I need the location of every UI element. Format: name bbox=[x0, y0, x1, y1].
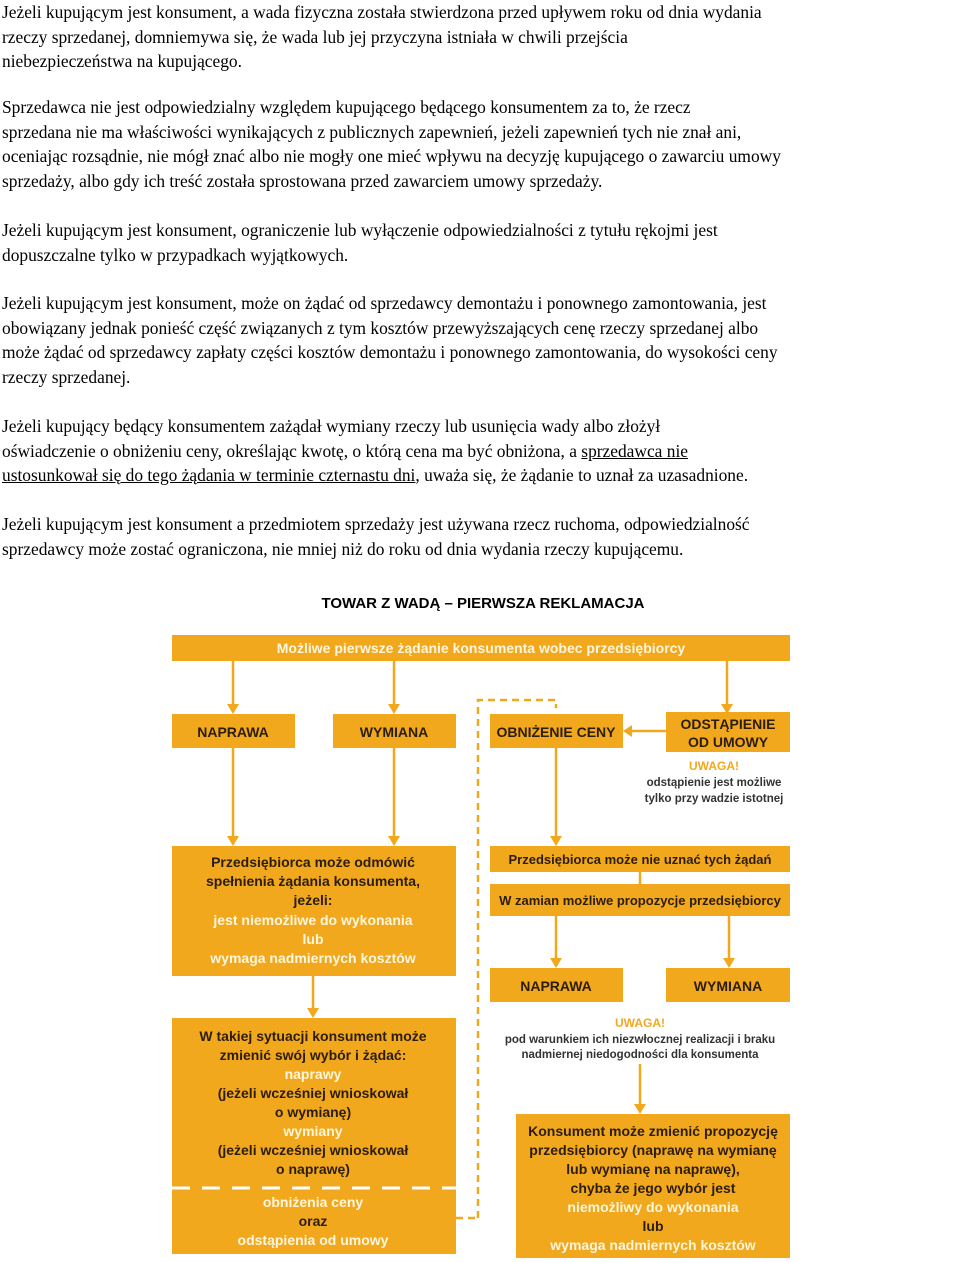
paragraph-3 bbox=[2, 218, 958, 267]
arrow-head bbox=[550, 958, 562, 968]
text-segment: , uważa się, że żądanie to uznał za uzasadnione. bbox=[415, 465, 749, 485]
text-line: rzeczy sprzedanej. bbox=[2, 366, 131, 387]
odstapienie-label-1: ODSTĄPIENIE bbox=[680, 716, 776, 732]
refuse-line: jeżeli: bbox=[293, 892, 333, 908]
text-line: obowiązany jednak ponieść część związanych z tym kosztów przewyższających cenę rzeczy sprzedanej albo bbox=[2, 317, 759, 338]
change-line: oraz bbox=[298, 1213, 328, 1229]
paragraph-2 bbox=[2, 95, 958, 193]
change-option: odstąpienia od umowy bbox=[237, 1232, 389, 1248]
change-line: o wymianę) bbox=[274, 1104, 352, 1120]
arrow-head bbox=[307, 1008, 319, 1018]
text-line: sprzedaży, albo gdy ich treść została sprostowana przed zawarciem umowy sprzedaży. bbox=[2, 170, 603, 191]
arrows-second bbox=[233, 748, 556, 840]
refuse-condition: jest niemożliwe do wykonania bbox=[213, 912, 413, 928]
arrow-head bbox=[388, 836, 400, 846]
arrows-third bbox=[556, 916, 729, 962]
uwaga2-line: pod warunkiem ich niezwłocznej realizacji i braku bbox=[504, 1034, 776, 1046]
change-option: obniżenia ceny bbox=[262, 1194, 364, 1210]
text-line: niebezpieczeństwa na kupującego. bbox=[2, 51, 242, 71]
paragraph-5 bbox=[2, 414, 958, 488]
change-line: (jeżeli wcześniej wnioskował bbox=[217, 1085, 409, 1101]
change-line: o naprawę) bbox=[276, 1161, 350, 1177]
uwaga2-title: UWAGA! bbox=[615, 1016, 665, 1030]
text-line: rzeczy sprzedanej, domniemywa się, że wada lub jej przyczyna istniała w chwili przejścia bbox=[2, 26, 628, 47]
left-arrow bbox=[623, 725, 666, 737]
arrow-head bbox=[723, 958, 735, 968]
arrow-head bbox=[227, 704, 239, 714]
obnizenie-label: OBNIŻENIE CENY bbox=[496, 724, 616, 740]
proposal-line: lub bbox=[642, 1218, 664, 1234]
underlined-text: ustosunkował się do tego żądania w terminie czternastu dni bbox=[2, 465, 416, 485]
text-line: dopuszczalne tylko w przypadkach wyjątkowych. bbox=[2, 244, 349, 265]
refuse-condition: lub bbox=[302, 931, 324, 947]
proposal-option: wymaga nadmiernych kosztów bbox=[550, 1237, 756, 1253]
wymiana2-label: WYMIANA bbox=[693, 978, 763, 994]
proposal-option: niemożliwy do wykonania bbox=[567, 1199, 739, 1215]
underlined-text: sprzedawca nie bbox=[581, 440, 688, 461]
uwaga1-title: UWAGA! bbox=[689, 759, 739, 773]
change-option: wymiany bbox=[283, 1123, 343, 1139]
arrow-heads-second bbox=[227, 836, 562, 846]
paragraph-4 bbox=[2, 291, 958, 389]
change-line: W takiej sytuacji konsument może bbox=[199, 1028, 427, 1044]
text-line bbox=[2, 439, 958, 464]
paragraph-6 bbox=[2, 512, 958, 561]
proposal-line: przedsiębiorcy (naprawę na wymianę bbox=[529, 1142, 777, 1158]
text-line: Jeżeli kupującym jest konsument, a wada fizyczna została stwierdzona przed upływem roku od dnia wydania bbox=[2, 2, 762, 22]
text-line: sprzedawcy może zostać ograniczona, nie mniej niż do roku od dnia wydania rzeczy kupującemu. bbox=[2, 538, 684, 559]
arrow-head bbox=[634, 1104, 646, 1114]
proposal-line: chyba że jego wybór jest bbox=[570, 1180, 736, 1196]
instead-text: W zamian możliwe propozycje przedsiębiorcy bbox=[499, 893, 781, 908]
text-line: Jeżeli kupującym jest konsument, ograniczenie lub wyłączenie odpowiedzialności z tytułu rękojmi jest bbox=[2, 220, 718, 240]
refuse-condition: wymaga nadmiernych kosztów bbox=[210, 950, 416, 966]
arrow-head bbox=[227, 836, 239, 846]
change-line: (jeżeli wcześniej wnioskował bbox=[217, 1142, 409, 1158]
text-segment: oświadczenie o obniżeniu ceny, określając kwotę, o którą cena ma być obniżona, a bbox=[2, 440, 582, 461]
refuse-line: Przedsiębiorca może odmówić bbox=[211, 854, 415, 870]
arrow-heads-top bbox=[227, 704, 733, 714]
flowchart-diagram bbox=[0, 580, 960, 1262]
naprawa2-label: NAPRAWA bbox=[520, 978, 592, 994]
header-text: Możliwe pierwsze żądanie konsumenta wobec przedsiębiorcy bbox=[276, 640, 686, 656]
uwaga1-line: tylko przy wadzie istotnej bbox=[644, 793, 784, 805]
proposal-line: Konsument może zmienić propozycję bbox=[528, 1123, 778, 1139]
arrow-head bbox=[388, 704, 400, 714]
change-line: zmienić swój wybór i żądać: bbox=[219, 1047, 407, 1063]
change-option: naprawy bbox=[284, 1066, 342, 1082]
uwaga1-line: odstąpienie jest możliwe bbox=[646, 777, 782, 789]
arrow-head bbox=[550, 836, 562, 846]
refuse-line: spełnienia żądania konsumenta, bbox=[206, 873, 420, 889]
text-line: Jeżeli kupujący będący konsumentem zażądał wymiany rzeczy lub usunięcia wady albo złożył bbox=[2, 416, 661, 436]
text-line bbox=[2, 463, 958, 488]
wymiana-label: WYMIANA bbox=[359, 724, 429, 740]
text-line: oceniając rozsądnie, nie mógł znać albo nie mogły one mieć wpływu na decyzję kupującego o zawarciu umowy bbox=[2, 146, 781, 166]
text-line: sprzedana nie ma właściwości wynikających z publicznych zapewnień, jeżeli zapewnień tych nie znał ani, bbox=[2, 121, 742, 142]
uwaga2-line: nadmiernej niedogodności dla konsumenta bbox=[521, 1049, 759, 1061]
proposal-line: lub wymianę na naprawę), bbox=[566, 1161, 740, 1177]
diagram-title: TOWAR Z WADĄ – PIERWSZA REKLAMACJA bbox=[321, 595, 645, 612]
arrow-heads-third bbox=[550, 958, 735, 968]
text-line: Sprzedawca nie jest odpowiedzialny względem kupującego będącego konsumentem za to, że rzecz bbox=[2, 97, 691, 117]
odstapienie-label-2: OD UMOWY bbox=[687, 734, 769, 750]
paragraph-1 bbox=[2, 0, 958, 74]
text-line: Jeżeli kupującym jest konsument a przedmiotem sprzedaży jest używana rzecz ruchoma, odpowiedzialność bbox=[2, 514, 750, 534]
naprawa-label: NAPRAWA bbox=[197, 724, 269, 740]
notaccept-text: Przedsiębiorca może nie uznać tych żądań bbox=[508, 852, 772, 867]
text-line: Jeżeli kupującym jest konsument, może on żądać od sprzedawcy demontażu i ponownego zamontowania, jest bbox=[2, 293, 767, 313]
text-line: może żądać od sprzedawcy zapłaty części kosztów demontażu i ponownego zamontowania, do wysokości ceny bbox=[2, 342, 778, 362]
